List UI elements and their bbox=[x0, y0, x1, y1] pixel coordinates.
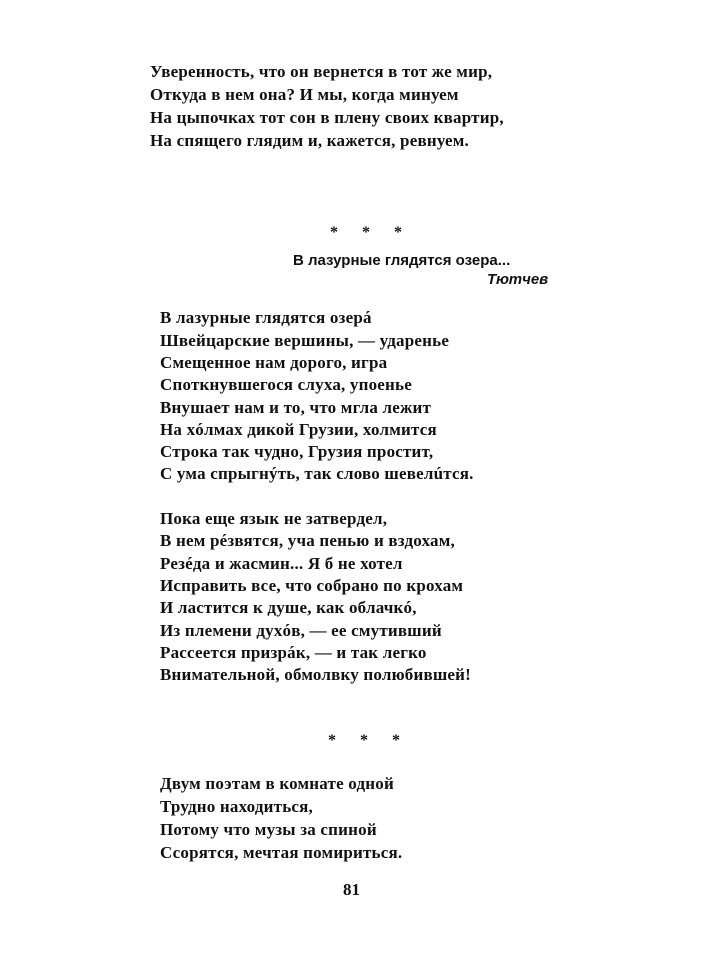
poem-2-stanza-1-line-6: На хóлмах дикой Грузии, холмится bbox=[160, 420, 437, 439]
poem-2-separator: * * * bbox=[330, 224, 412, 241]
poem-1-line-4: На спящего глядим и, кажется, ревнуем. bbox=[150, 131, 469, 150]
poem-3-line-2: Трудно находиться, bbox=[160, 797, 313, 816]
poem-2-stanza-1-line-7: Строка так чудно, Грузия простит, bbox=[160, 442, 434, 461]
poem-3-line-4: Ссорятся, мечтая помириться. bbox=[160, 843, 403, 862]
poem-1-line-1: Уверенность, что он вернется в тот же мир, bbox=[150, 62, 493, 81]
poem-2-stanza-2-line-3: Резéда и жасмин... Я б не хотел bbox=[160, 554, 403, 573]
poem-2-stanza-1-line-1: В лазурные глядятся озерá bbox=[160, 308, 372, 327]
poem-3-line-3: Потому что музы за спиной bbox=[160, 820, 377, 839]
poem-2-stanza-2-line-8: Внимательной, обмолвку полюбившей! bbox=[160, 665, 472, 684]
poem-1-line-2: Откуда в нем она? И мы, когда минуем bbox=[150, 85, 459, 104]
page-number: 81 bbox=[343, 880, 360, 899]
poem-2-stanza-2-line-4: Исправить все, что собрано по крохам bbox=[160, 576, 464, 595]
poem-1-line-3: На цыпочках тот сон в плену своих квартир, bbox=[150, 108, 504, 127]
poem-3-line-1: Двум поэтам в комнате одной bbox=[160, 774, 394, 793]
poem-3-separator: * * * bbox=[328, 732, 410, 749]
poem-2-stanza-1-line-2: Швейцарские вершины, — ударенье bbox=[160, 331, 450, 350]
poem-2-stanza-2-line-6: Из племени духóв, — ее смутивший bbox=[160, 621, 442, 640]
poem-2-stanza-1-line-5: Внушает нам и то, что мгла лежит bbox=[160, 398, 432, 417]
poem-2-stanza-2-line-2: В нем рéзвятся, уча пенью и вздохам, bbox=[160, 531, 455, 550]
poem-2-stanza-1-line-8: С ума спрыгнýть, так слово шевелúтся. bbox=[160, 464, 474, 483]
poem-2-stanza-1-line-3: Смещенное нам дорого, игра bbox=[160, 353, 388, 372]
poem-2-stanza-2-line-1: Пока еще язык не затвердел, bbox=[160, 509, 388, 528]
poem-2-stanza-2-line-7: Рассеется призрáк, — и так легко bbox=[160, 643, 427, 662]
epigraph-author: Тютчев bbox=[487, 271, 549, 288]
poem-2-stanza-1-line-4: Споткнувшегося слуха, упоенье bbox=[160, 375, 412, 394]
epigraph-text: В лазурные глядятся озера... bbox=[293, 252, 511, 269]
poem-2-stanza-2-line-5: И ластится к душе, как облачкó, bbox=[160, 598, 417, 617]
